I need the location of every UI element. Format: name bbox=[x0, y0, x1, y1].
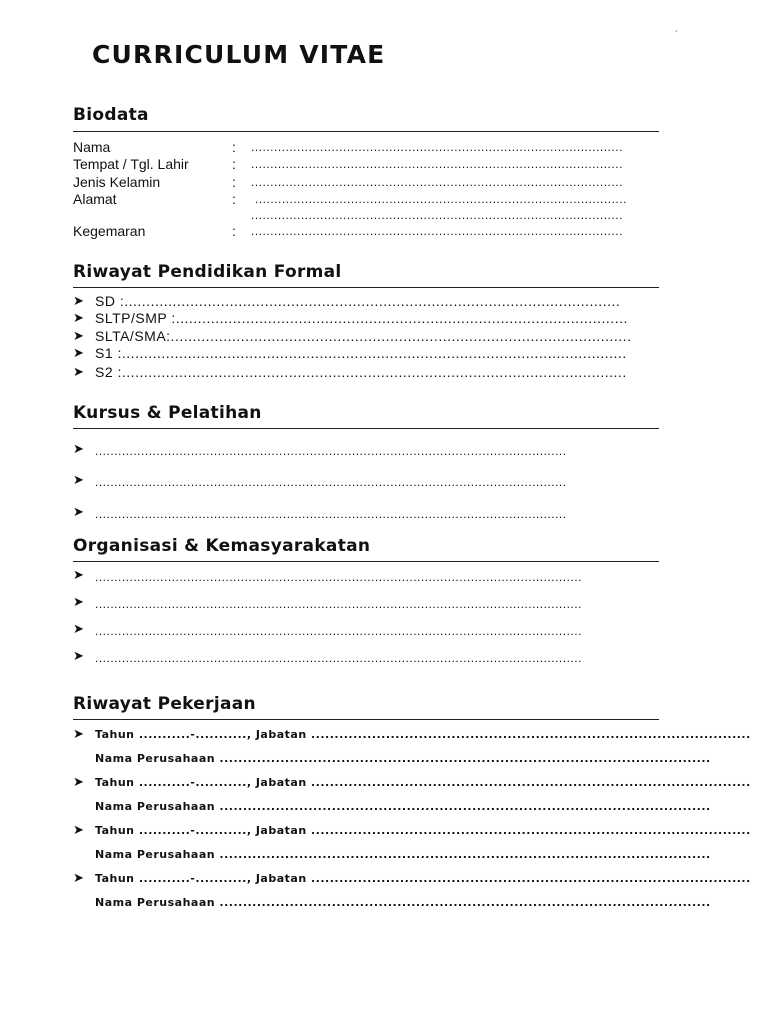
arrow-bullet-icon: ➤ bbox=[73, 311, 84, 326]
arrow-bullet-icon: ➤ bbox=[73, 329, 84, 344]
field-colon: : bbox=[232, 223, 236, 239]
section-divider bbox=[73, 428, 659, 429]
arrow-bullet-icon: ➤ bbox=[73, 622, 84, 637]
arrow-bullet-icon: ➤ bbox=[73, 595, 84, 610]
job-period-position: Tahun ...........-..........., Jabatan .............................................................................................. bbox=[95, 824, 751, 837]
field-blank: ................................................................................................. bbox=[251, 157, 623, 171]
section-divider bbox=[73, 287, 659, 288]
field-colon: : bbox=[232, 174, 236, 190]
blank-line: ........................................................................................................................... bbox=[95, 475, 567, 489]
document-title: CURRICULUM VITAE bbox=[92, 40, 386, 69]
arrow-bullet-icon: ➤ bbox=[73, 473, 84, 488]
section-heading-pendidikan: Riwayat Pendidikan Formal bbox=[73, 262, 342, 282]
education-line: SLTP/SMP :....................................................................................................... bbox=[95, 310, 628, 326]
field-label: Kegemaran bbox=[73, 223, 146, 239]
field-blank: ................................................................................................. bbox=[251, 175, 623, 189]
section-divider bbox=[73, 561, 659, 562]
blank-line: ............................................................................................................................... bbox=[95, 651, 582, 665]
arrow-bullet-icon: ➤ bbox=[73, 871, 84, 886]
job-company: Nama Perusahaan ......................................................................................................... bbox=[95, 848, 711, 861]
section-divider bbox=[73, 131, 659, 132]
education-line: SD :................................................................................................................. bbox=[95, 293, 621, 309]
field-label: Alamat bbox=[73, 191, 117, 207]
arrow-bullet-icon: ➤ bbox=[73, 649, 84, 664]
field-blank: ................................................................................................. bbox=[251, 224, 623, 238]
field-blank: ................................................................................................. bbox=[255, 192, 627, 206]
blank-line: ........................................................................................................................... bbox=[95, 507, 567, 521]
job-period-position: Tahun ...........-..........., Jabatan .............................................................................................. bbox=[95, 776, 751, 789]
arrow-bullet-icon: ➤ bbox=[73, 505, 84, 520]
field-label: Tempat / Tgl. Lahir bbox=[73, 156, 189, 172]
section-heading-biodata: Biodata bbox=[73, 105, 149, 125]
field-blank: ................................................................................................. bbox=[251, 208, 623, 222]
education-line: S1 :................................................................................................................... bbox=[95, 345, 627, 361]
arrow-bullet-icon: ➤ bbox=[73, 346, 84, 361]
blank-line: ............................................................................................................................... bbox=[95, 597, 582, 611]
field-colon: : bbox=[232, 139, 236, 155]
corner-mark: ´ bbox=[674, 30, 678, 39]
arrow-bullet-icon: ➤ bbox=[73, 727, 84, 742]
field-colon: : bbox=[232, 156, 236, 172]
job-company: Nama Perusahaan ......................................................................................................... bbox=[95, 896, 711, 909]
job-period-position: Tahun ...........-..........., Jabatan .............................................................................................. bbox=[95, 872, 751, 885]
arrow-bullet-icon: ➤ bbox=[73, 775, 84, 790]
section-heading-pekerjaan: Riwayat Pekerjaan bbox=[73, 694, 256, 714]
blank-line: ............................................................................................................................... bbox=[95, 570, 582, 584]
arrow-bullet-icon: ➤ bbox=[73, 365, 84, 380]
arrow-bullet-icon: ➤ bbox=[73, 823, 84, 838]
arrow-bullet-icon: ➤ bbox=[73, 294, 84, 309]
field-blank: ................................................................................................. bbox=[251, 140, 623, 154]
job-company: Nama Perusahaan ......................................................................................................... bbox=[95, 752, 711, 765]
education-line: S2 :................................................................................................................... bbox=[95, 364, 627, 380]
section-heading-organisasi: Organisasi & Kemasyarakatan bbox=[73, 536, 371, 556]
arrow-bullet-icon: ➤ bbox=[73, 442, 84, 457]
field-label: Jenis Kelamin bbox=[73, 174, 161, 190]
section-divider bbox=[73, 719, 659, 720]
field-label: Nama bbox=[73, 139, 111, 155]
job-company: Nama Perusahaan ......................................................................................................... bbox=[95, 800, 711, 813]
job-period-position: Tahun ...........-..........., Jabatan .............................................................................................. bbox=[95, 728, 751, 741]
blank-line: ............................................................................................................................... bbox=[95, 624, 582, 638]
field-colon: : bbox=[232, 191, 236, 207]
section-heading-kursus: Kursus & Pelatihan bbox=[73, 403, 262, 423]
education-line: SLTA/SMA:......................................................................................................... bbox=[95, 328, 632, 344]
arrow-bullet-icon: ➤ bbox=[73, 568, 84, 583]
blank-line: ........................................................................................................................... bbox=[95, 444, 567, 458]
